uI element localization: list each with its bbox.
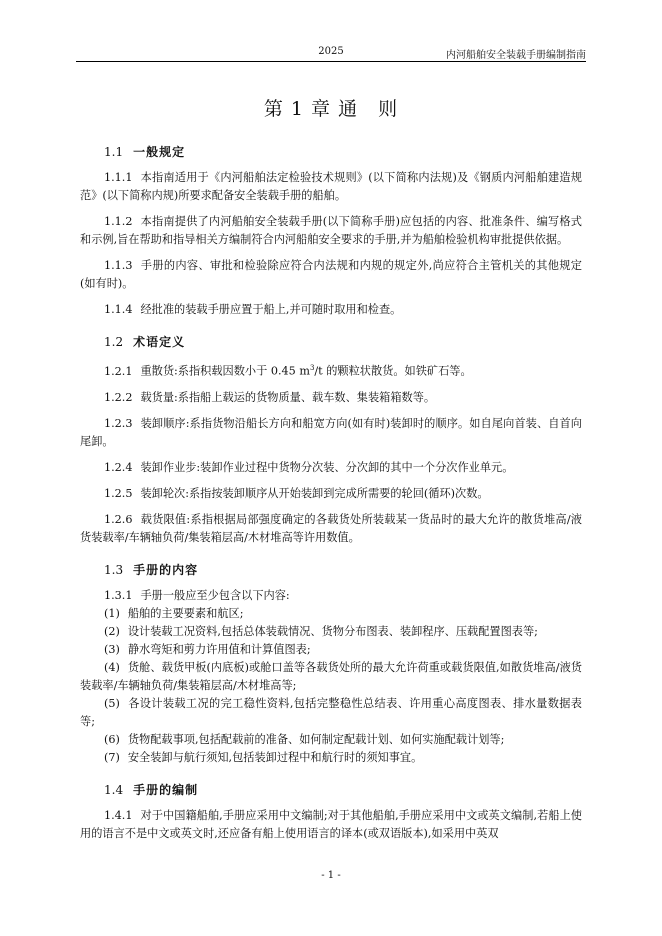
- section-heading: [80, 781, 582, 799]
- paragraph: [80, 169, 582, 205]
- list-item: [80, 605, 582, 623]
- list-item-number: (7): [104, 750, 120, 764]
- paragraph-text: 载货量:系指船上载运的货物质量、载车数、集装箱箱数等。: [140, 390, 436, 404]
- paragraph: [80, 485, 582, 503]
- section-heading: [80, 143, 582, 161]
- section-title: 手册的内容: [133, 562, 199, 577]
- paragraph: [80, 257, 582, 293]
- list-item-number: (4): [104, 660, 120, 674]
- list-item-number: (5): [104, 696, 120, 710]
- section-1-2: [80, 333, 582, 547]
- section-1-4: [80, 781, 582, 843]
- paragraph: [80, 213, 582, 249]
- section-number: 1.1: [104, 145, 124, 159]
- page-header: [76, 44, 586, 62]
- paragraph: [80, 359, 582, 381]
- paragraph-number: 1.2.3: [104, 416, 133, 430]
- paragraph: [80, 415, 582, 451]
- list-item: [80, 731, 582, 749]
- section-title: 一般规定: [133, 145, 186, 159]
- paragraph-text: 本指南适用于《内河船舶法定检验技术规则》(以下简称内法规)及《钢质内河船舶建造规范》(以下简称内规)所要求配备安全装载手册的船舶。: [80, 171, 582, 202]
- list-item-text: 货舱、载货甲板(内底板)或舱口盖等各载货处所的最大允许荷重或载货限值,如散货堆高/液货装载率/车辆轴负荷/集装箱层高/木材堆高等;: [80, 660, 582, 692]
- list-item-text: 安全装卸与航行须知,包括装卸过程中和航行时的须知事宜。: [127, 750, 423, 764]
- section-number: 1.2: [104, 335, 124, 349]
- paragraph: [80, 459, 582, 477]
- list-item-number: (6): [104, 732, 120, 746]
- list-item-number: (2): [104, 624, 120, 638]
- list-item-text: 设计装载工况资料,包括总体装载情况、货物分布图表、装卸程序、压载配置图表等;: [127, 624, 538, 638]
- paragraph-text: 载货限值:系指根据局部强度确定的各载货处所装载某一货品时的最大允许的散货堆高/液货装载率/车辆轴负荷/集装箱层高/木材堆高等许用数值。: [80, 512, 582, 544]
- paragraph: [80, 807, 582, 843]
- list-item: [80, 641, 582, 659]
- list-item-text: 货物配载事项,包括配载前的准备、如何制定配载计划、如何实施配载计划等;: [127, 732, 505, 746]
- section-heading: [80, 333, 582, 351]
- paragraph-number: 1.1.1: [104, 171, 133, 184]
- list-item: [80, 659, 582, 695]
- superscript: 3: [309, 364, 315, 372]
- paragraph-text: 对于中国籍船舶,手册应采用中文编制;对于其他船舶,手册应采用中文或英文编制,若船上使用的语言不是中文或英文时,还应备有船上使用语言的译本(或双语版本),如采用中英双: [80, 808, 582, 840]
- paragraph-text: 装卸作业步:装卸作业过程中货物分次装、分次卸的其中一个分次作业单元。: [140, 460, 514, 474]
- paragraph: [80, 587, 582, 605]
- paragraph-text: 装卸轮次:系指按装卸顺序从开始装卸到完成所需要的轮回(循环)次数。: [140, 486, 489, 500]
- list-item: [80, 623, 582, 641]
- paragraph-text: /t 的颗粒状散货。如铁矿石等。: [314, 364, 472, 378]
- list-item-number: (1): [104, 606, 120, 620]
- paragraph-number: 1.2.2: [104, 390, 133, 404]
- list-item-text: 静水弯矩和剪力许用值和计算值图表;: [127, 642, 311, 656]
- paragraph-text: 手册一般应至少包含以下内容:: [140, 588, 290, 602]
- list-item: [80, 749, 582, 767]
- list-item-text: 各设计装载工况的完工稳性资料,包括完整稳性总结表、许用重心高度图表、排水量数据表等;: [80, 696, 582, 728]
- page-number: - 1 -: [321, 870, 341, 881]
- section-number: 1.3: [104, 562, 124, 577]
- header-doc-title: 内河船舶安全装载手册编制指南: [446, 50, 586, 61]
- paragraph-text: 装卸顺序:系指货物沿船长方向和船宽方向(如有时)装卸时的顺序。如自尾向首装、自首向尾卸。: [80, 416, 582, 448]
- paragraph-number: 1.1.4: [104, 303, 133, 316]
- section-1-1: [80, 143, 582, 319]
- section-1-3: [80, 561, 582, 767]
- paragraph: [80, 389, 582, 407]
- paragraph-number: 1.3.1: [104, 588, 133, 602]
- section-number: 1.4: [104, 782, 124, 797]
- list-item-text: 船舶的主要要素和航区;: [127, 606, 244, 620]
- paragraph-number: 1.4.1: [104, 808, 133, 822]
- header-year: 2025: [318, 46, 344, 57]
- paragraph-number: 1.2.5: [104, 486, 133, 500]
- paragraph-number: 1.2.6: [104, 512, 133, 526]
- paragraph-number: 1.1.3: [104, 259, 133, 272]
- paragraph: [80, 511, 582, 547]
- paragraph-number: 1.2.1: [104, 364, 133, 378]
- paragraph: [80, 301, 582, 319]
- chapter-title: 第 1 章 通 则: [263, 98, 399, 120]
- section-title: 术语定义: [133, 335, 186, 349]
- paragraph-text: 重散货:系指积载因数小于 0.45 m: [140, 364, 310, 378]
- paragraph-number: 1.2.4: [104, 460, 133, 474]
- paragraph-text: 本指南提供了内河船舶安全装载手册(以下简称手册)应包括的内容、批准条件、编写格式和示例,旨在帮助和指导相关方编制符合内河船舶安全要求的手册,并为船舶检验机构审批提供依据。: [80, 215, 582, 246]
- paragraph-text: 经批准的装载手册应置于船上,并可随时取用和检查。: [140, 303, 402, 316]
- paragraph-text: 手册的内容、审批和检验除应符合内法规和内规的规定外,尚应符合主管机关的其他规定(如有时)。: [80, 259, 582, 290]
- list-item-number: (3): [104, 642, 120, 656]
- section-heading: [80, 561, 582, 579]
- document-body: [80, 143, 582, 857]
- section-title: 手册的编制: [133, 782, 199, 797]
- paragraph-number: 1.1.2: [104, 215, 133, 228]
- list-item: [80, 695, 582, 731]
